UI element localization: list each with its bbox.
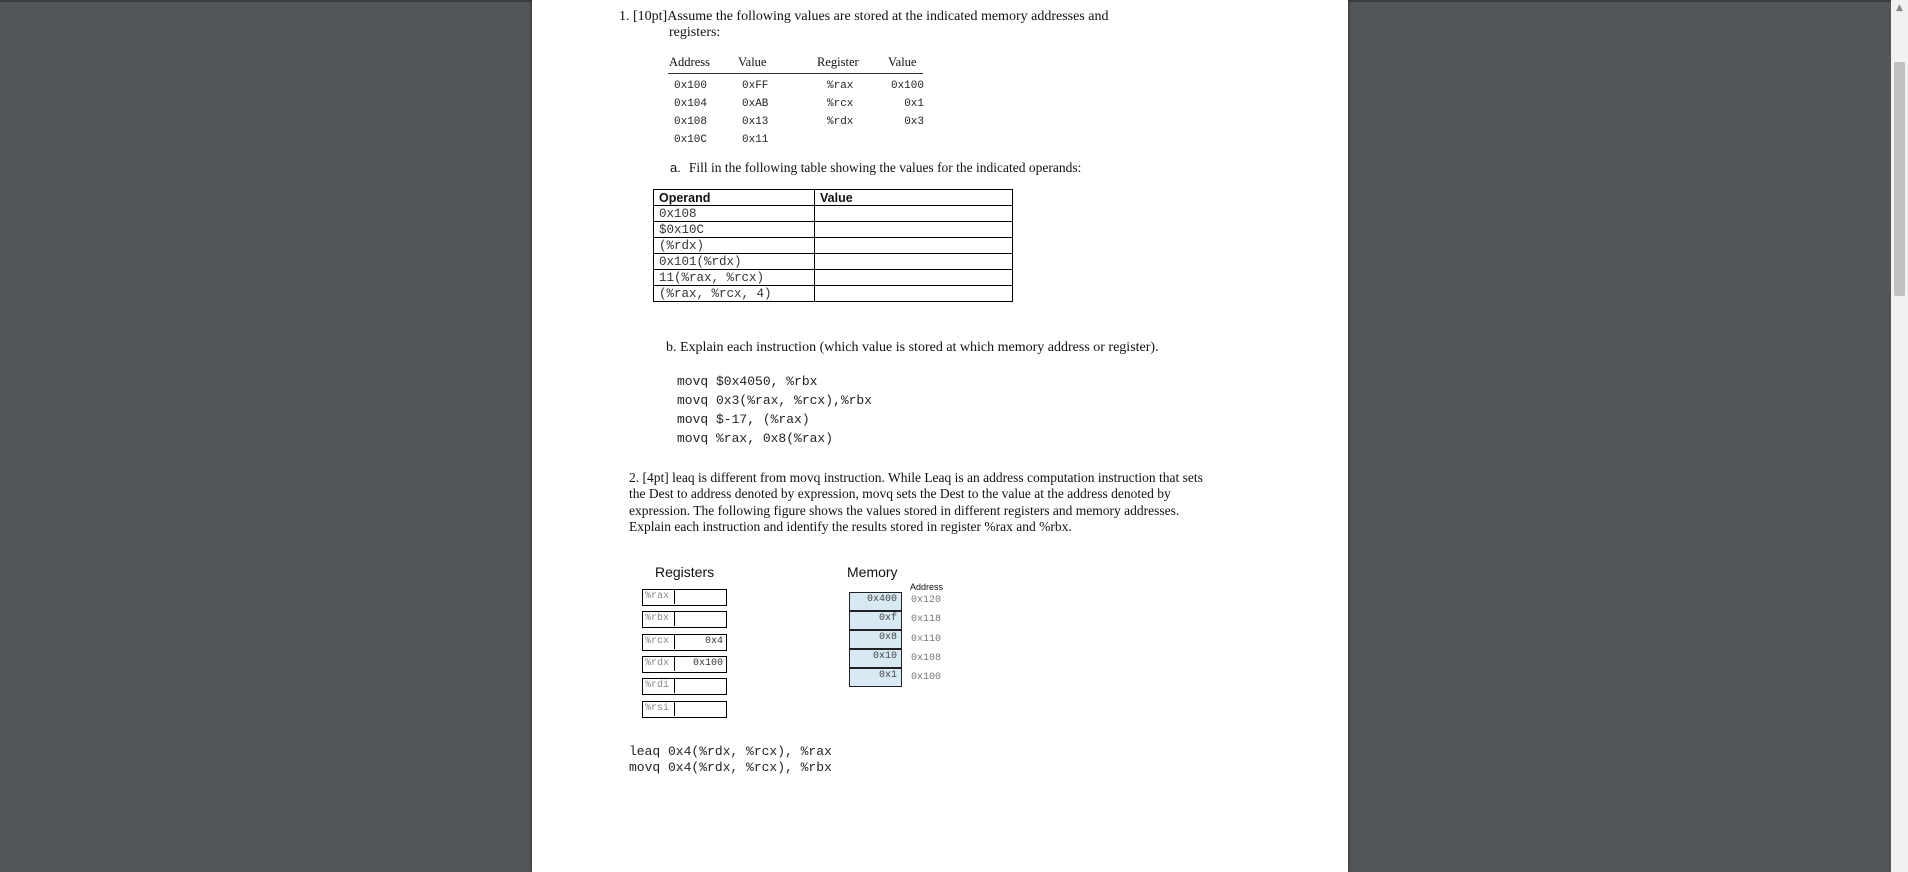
memory-address: 0x100: [674, 80, 708, 92]
value-cell: [815, 286, 1013, 302]
table-row: [654, 286, 1013, 302]
q1-heading-continued: registers:: [669, 25, 721, 40]
operand-cell: (%rdx): [654, 238, 815, 254]
address-label: Address: [910, 582, 944, 592]
memory-address: 0x104: [674, 98, 708, 110]
operand-cell: $0x10C: [654, 222, 815, 238]
memory-cell: 0x8: [849, 630, 902, 649]
register-box-rbx: [642, 611, 727, 628]
register-name: %rcx: [643, 635, 675, 649]
registers-title: Registers: [655, 564, 715, 580]
document-page: [532, 0, 1348, 872]
register-name: %rsi: [643, 702, 675, 716]
operand-cell: 0x108: [654, 206, 815, 222]
register-value: 0x1: [904, 98, 924, 110]
value-header: Value: [815, 190, 1013, 206]
memory-address: 0x118: [911, 614, 942, 625]
q2-text-line: the Dest to address denoted by expression, movq sets the Dest to the value at the address denoted by: [629, 486, 1171, 501]
scroll-up-arrow-icon[interactable]: ▲: [1896, 3, 1903, 13]
memory-address: 0x10C: [674, 134, 708, 146]
part-b-prompt: b. Explain each instruction (which value is stored at which memory address or register).: [666, 340, 1159, 355]
value-cell: [815, 238, 1013, 254]
scrollbar-thumb[interactable]: [1894, 62, 1905, 296]
vertical-scrollbar[interactable]: [1891, 0, 1908, 872]
memory-address: 0x100: [911, 672, 942, 683]
register-box-rdi: [642, 678, 727, 695]
register-box-rdx: [642, 656, 727, 673]
table-row: [654, 222, 1013, 238]
operand-cell: (%rax, %rcx, 4): [654, 286, 815, 302]
register-box-rsi: [642, 701, 727, 718]
q2-text-line: 2. [4pt] leaq is different from movq instruction. While Leaq is an address computation instruction that sets: [629, 470, 1203, 485]
given-header-rule: [668, 73, 923, 74]
register-name: %rcx: [827, 98, 854, 110]
instruction-line: movq $0x4050, %rbx: [677, 374, 818, 389]
q2-instruction-line: movq 0x4(%rdx, %rcx), %rbx: [629, 760, 832, 775]
value-cell: [815, 270, 1013, 286]
given-header-register: Register: [817, 55, 859, 69]
table-row: [654, 270, 1013, 286]
value-cell: [815, 206, 1013, 222]
register-name: %rax: [643, 590, 675, 604]
memory-value: 0x13: [742, 116, 769, 128]
instruction-line: movq $-17, (%rax): [677, 412, 810, 427]
memory-address: 0x120: [911, 595, 942, 606]
memory-cell: 0x10: [849, 649, 902, 668]
register-name: %rdi: [643, 679, 675, 693]
operand-table: [653, 189, 1013, 302]
register-name: %rdx: [643, 657, 675, 671]
memory-value: 0xAB: [742, 98, 769, 110]
memory-cell: 0x1: [849, 668, 902, 687]
register-name: %rdx: [827, 116, 854, 128]
table-row: [654, 206, 1013, 222]
part-a-prompt: [670, 160, 1081, 176]
memory-value: 0xFF: [742, 80, 769, 92]
memory-address: 0x108: [911, 653, 942, 664]
q2-text-line: Explain each instruction and identify the results stored in register %rax and %rbx.: [629, 519, 1072, 534]
register-value: 0x4: [704, 636, 723, 647]
table-row: [654, 254, 1013, 270]
register-box-rax: [642, 589, 727, 606]
memory-address: 0x108: [674, 116, 708, 128]
memory-title: Memory: [847, 564, 898, 580]
register-value: 0x100: [692, 658, 723, 669]
part-a-text: Fill in the following table showing the values for the indicated operands:: [688, 160, 1082, 175]
memory-value: 0x11: [742, 134, 769, 146]
operand-header: Operand: [654, 190, 815, 206]
value-cell: [815, 254, 1013, 270]
table-row: [654, 238, 1013, 254]
operand-cell: 11(%rax, %rcx): [654, 270, 815, 286]
q2-instruction-line: leaq 0x4(%rdx, %rcx), %rax: [629, 744, 832, 759]
given-header-value: Value: [738, 55, 767, 69]
instruction-line: movq %rax, 0x8(%rax): [677, 431, 834, 446]
register-value: 0x100: [890, 80, 924, 92]
register-name: %rbx: [643, 612, 675, 626]
register-name: %rax: [827, 80, 854, 92]
memory-cell: 0x400: [849, 592, 902, 611]
memory-address: 0x110: [911, 634, 942, 645]
q1-heading: 1. [10pt]Assume the following values are stored at the indicated memory addresses and: [619, 9, 1109, 24]
instruction-line: movq 0x3(%rax, %rcx),%rbx: [677, 393, 873, 408]
operand-cell: 0x101(%rdx): [654, 254, 815, 270]
value-cell: [815, 222, 1013, 238]
part-a-label: a.: [670, 160, 681, 175]
given-header-value-2: Value: [888, 55, 917, 69]
register-value: 0x3: [904, 116, 924, 128]
memory-cell: 0xf: [849, 611, 902, 630]
register-box-rcx: [642, 634, 727, 651]
q2-text-line: expression. The following figure shows the values stored in different registers and memory addresses.: [629, 503, 1180, 518]
given-header-address: Address: [669, 55, 710, 69]
